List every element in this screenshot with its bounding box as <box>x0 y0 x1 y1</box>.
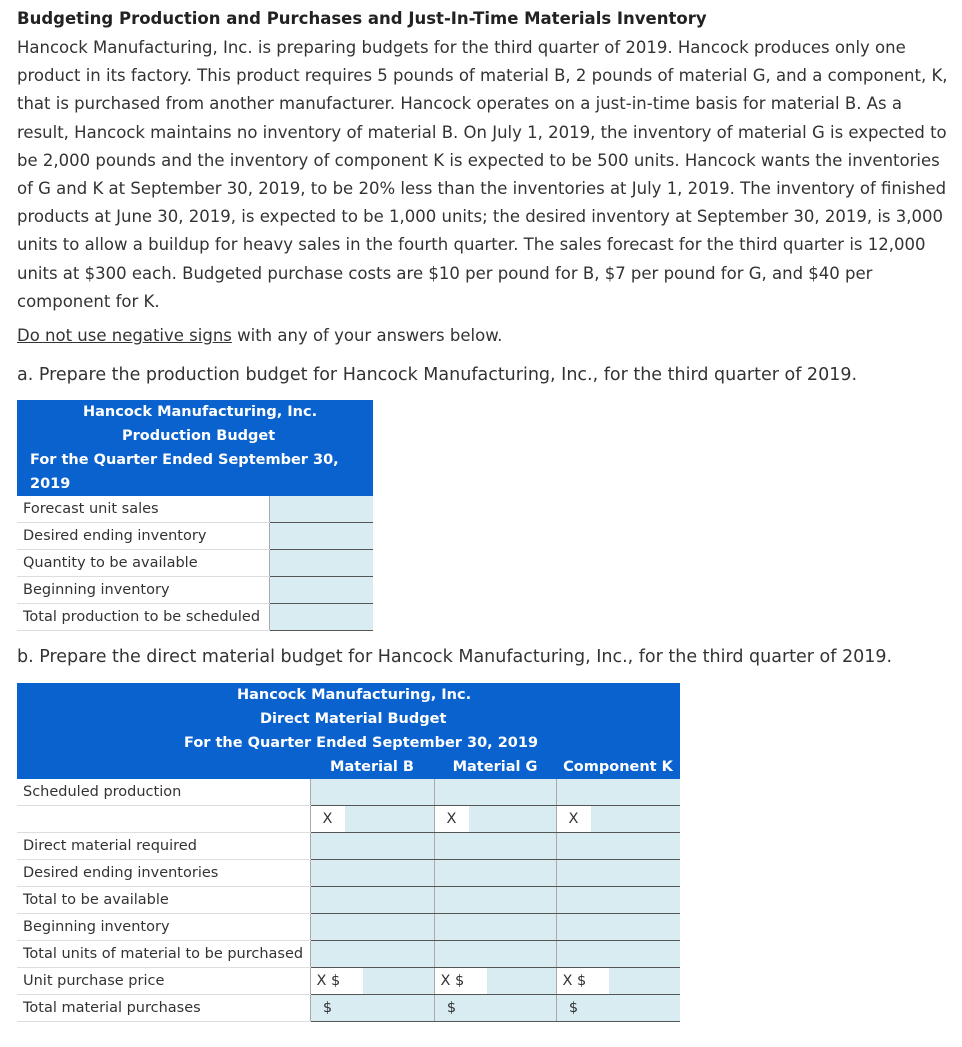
column-header-material-b: Material B <box>310 755 434 779</box>
table-row <box>17 496 373 523</box>
header-spacer <box>17 755 310 779</box>
answer-cell[interactable] <box>269 577 373 604</box>
answer-cell[interactable] <box>310 914 434 941</box>
beginning-inventory-k-input[interactable] <box>557 914 681 940</box>
answer-cell[interactable] <box>310 995 434 1022</box>
table-row <box>17 860 680 887</box>
dollar-sign: $ <box>331 973 341 989</box>
dollar-sign: $ <box>435 995 469 1021</box>
table-header-period: For the Quarter Ended September 30, 2019 <box>17 731 680 755</box>
answer-cell[interactable] <box>269 550 373 577</box>
material-required-k-input[interactable] <box>557 833 681 859</box>
table-row <box>17 550 373 577</box>
answer-cell[interactable] <box>556 779 680 806</box>
answer-cell[interactable] <box>434 968 556 995</box>
answer-cell[interactable] <box>434 995 556 1022</box>
units-purchased-b-input[interactable] <box>311 941 434 967</box>
scheduled-production-g-input[interactable] <box>435 779 556 805</box>
unit-price-g-input[interactable] <box>489 970 554 992</box>
multiply-sign: X <box>562 973 573 989</box>
multiply-sign: X <box>311 806 345 832</box>
answer-cell[interactable] <box>310 833 434 860</box>
units-purchased-g-input[interactable] <box>435 941 556 967</box>
row-label: Unit purchase price <box>17 968 310 995</box>
answer-cell[interactable] <box>269 496 373 523</box>
table-row <box>17 604 373 631</box>
answer-cell[interactable] <box>310 860 434 887</box>
problem-title: Budgeting Production and Purchases and Just-In-Time Materials Inventory <box>17 9 707 28</box>
dollar-sign: $ <box>577 973 587 989</box>
row-label: Desired ending inventories <box>17 860 310 887</box>
table-header-company: Hancock Manufacturing, Inc. <box>17 400 373 424</box>
quantity-per-unit-b-input[interactable] <box>347 808 432 830</box>
row-label: Beginning inventory <box>17 914 310 941</box>
material-required-g-input[interactable] <box>435 833 556 859</box>
column-header-component-k: Component K <box>556 755 680 779</box>
table-row <box>17 968 680 995</box>
desired-ending-g-input[interactable] <box>435 860 556 886</box>
dollar-sign: $ <box>311 995 345 1021</box>
table-row <box>17 914 680 941</box>
problem-description: Hancock Manufacturing, Inc. is preparing budgets for the third quarter of 2019. Hancock produces only one product in its factory. This product requires 5 pounds of material B, 2 pounds of material G, and a component, K, that is purchased from another manufacturer. Hancock operates on a just-in-time basis for material B. As a result, Hancock maintains no inventory of material B. On July 1, 2019, the inventory of material G is expected to be 2,000 pounds and the inventory of component K is expected to be 500 units. Hancock wants the inventories of G and K at September 30, 2019, to be 20% less than the inventories at July 1, 2019. The inventory of finished products at June 30, 2019, is expected to be 1,000 units; the desired inventory at September 30, 2019, is 3,000 units to allow a buildup for heavy sales in the fourth quarter. The sales forecast for the third quarter is 12,000 units at $300 each. Budgeted purchase costs are $10 per pound for B, $7 per pound for G, and $40 per component for K. <box>17 38 948 311</box>
column-header-material-g: Material G <box>434 755 556 779</box>
forecast-unit-sales-input[interactable] <box>270 496 374 522</box>
instruction-note <box>17 326 502 345</box>
row-label: Total material purchases <box>17 995 310 1022</box>
material-required-b-input[interactable] <box>311 833 434 859</box>
table-header-title: Production Budget <box>17 424 373 448</box>
desired-ending-b-input[interactable] <box>311 860 434 886</box>
row-label: Total to be available <box>17 887 310 914</box>
answer-cell[interactable] <box>434 860 556 887</box>
dollar-sign: $ <box>455 973 465 989</box>
answer-cell[interactable] <box>556 941 680 968</box>
row-label: Total units of material to be purchased <box>17 941 310 968</box>
row-label: Scheduled production <box>17 779 310 806</box>
multiply-sign: X <box>440 973 451 989</box>
quantity-available-input[interactable] <box>270 550 374 576</box>
answer-cell[interactable] <box>434 941 556 968</box>
table-header-company: Hancock Manufacturing, Inc. <box>17 683 680 707</box>
unit-price-k-input[interactable] <box>611 970 679 992</box>
row-label-empty <box>17 806 310 833</box>
answer-cell[interactable] <box>310 968 434 995</box>
scheduled-production-k-input[interactable] <box>557 779 681 805</box>
question-b: b. Prepare the direct material budget for Hancock Manufacturing, Inc., for the third quarter of 2019. <box>17 647 893 667</box>
answer-cell[interactable] <box>269 604 373 631</box>
table-row <box>17 806 680 833</box>
answer-cell[interactable] <box>556 914 680 941</box>
unit-price-b-input[interactable] <box>365 970 432 992</box>
answer-cell[interactable] <box>434 779 556 806</box>
total-available-g-input[interactable] <box>435 887 556 913</box>
answer-cell[interactable] <box>269 523 373 550</box>
answer-cell[interactable] <box>556 833 680 860</box>
row-label: Forecast unit sales <box>17 496 269 523</box>
multiply-dollar-sign <box>435 968 487 994</box>
total-available-k-input[interactable] <box>557 887 681 913</box>
dollar-sign: $ <box>557 995 591 1021</box>
instruction-underlined: Do not use negative signs <box>17 326 232 345</box>
answer-cell[interactable] <box>434 833 556 860</box>
table-row <box>17 833 680 860</box>
table-header-title: Direct Material Budget <box>17 707 680 731</box>
total-purchases-k-input[interactable] <box>593 997 679 1019</box>
multiply-dollar-sign <box>557 968 609 994</box>
table-row <box>17 995 680 1022</box>
answer-cell[interactable] <box>310 806 434 833</box>
total-purchases-b-input[interactable] <box>347 997 432 1019</box>
row-label: Beginning inventory <box>17 577 269 604</box>
quantity-per-unit-k-input[interactable] <box>593 808 679 830</box>
beginning-inventory-g-input[interactable] <box>435 914 556 940</box>
table-row <box>17 523 373 550</box>
total-available-b-input[interactable] <box>311 887 434 913</box>
multiply-dollar-sign <box>311 968 363 994</box>
table-row <box>17 577 373 604</box>
answer-cell[interactable] <box>434 914 556 941</box>
production-budget-table <box>17 400 373 631</box>
answer-cell[interactable] <box>556 887 680 914</box>
row-label: Direct material required <box>17 833 310 860</box>
instruction-rest: with any of your answers below. <box>231 326 503 345</box>
answer-cell[interactable] <box>556 995 680 1022</box>
answer-cell[interactable] <box>556 806 680 833</box>
answer-cell[interactable] <box>556 860 680 887</box>
answer-cell[interactable] <box>310 887 434 914</box>
multiply-sign: X <box>435 806 469 832</box>
row-label: Total production to be scheduled <box>17 604 269 631</box>
desired-ending-inventory-input[interactable] <box>270 523 374 549</box>
quantity-per-unit-g-input[interactable] <box>471 808 554 830</box>
total-production-input[interactable] <box>270 604 374 630</box>
row-label: Quantity to be available <box>17 550 269 577</box>
answer-cell[interactable] <box>434 806 556 833</box>
scheduled-production-b-input[interactable] <box>311 779 434 805</box>
units-purchased-k-input[interactable] <box>557 941 681 967</box>
direct-material-budget-table <box>17 683 680 1022</box>
table-header-period: For the Quarter Ended September 30, 2019 <box>17 448 373 496</box>
multiply-sign: X <box>316 973 327 989</box>
total-purchases-g-input[interactable] <box>471 997 554 1019</box>
row-label: Desired ending inventory <box>17 523 269 550</box>
beginning-inventory-b-input[interactable] <box>311 914 434 940</box>
table-row <box>17 941 680 968</box>
table-row <box>17 779 680 806</box>
multiply-sign: X <box>557 806 591 832</box>
desired-ending-k-input[interactable] <box>557 860 681 886</box>
question-a: a. Prepare the production budget for Hancock Manufacturing, Inc., for the third quarter of 2019. <box>17 365 858 385</box>
beginning-inventory-input[interactable] <box>270 577 374 603</box>
answer-cell[interactable] <box>310 779 434 806</box>
answer-cell[interactable] <box>310 941 434 968</box>
table-row <box>17 887 680 914</box>
answer-cell[interactable] <box>556 968 680 995</box>
answer-cell[interactable] <box>434 887 556 914</box>
